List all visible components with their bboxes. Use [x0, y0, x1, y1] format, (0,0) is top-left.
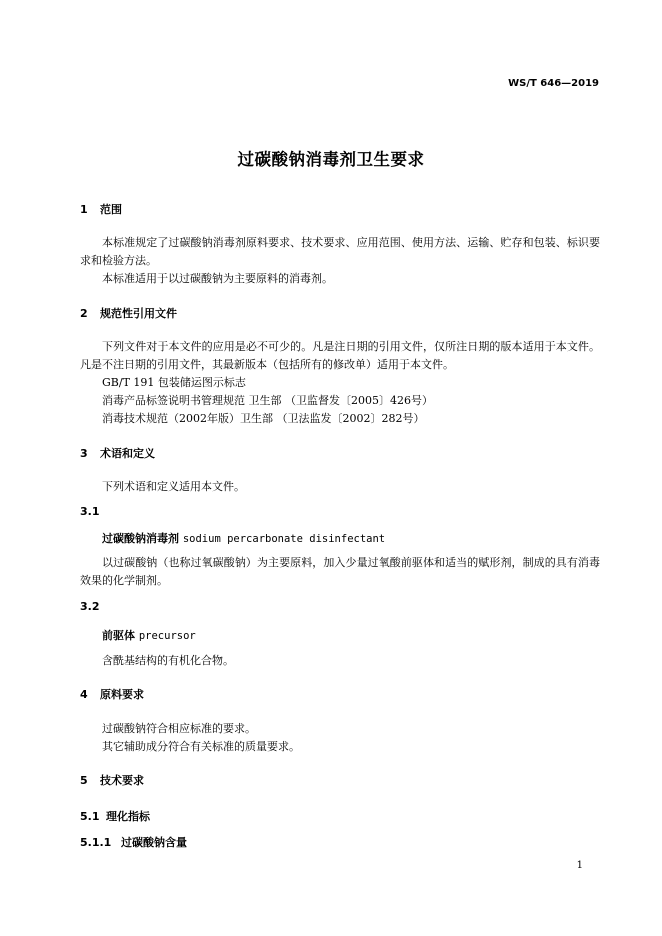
reference-item: GB/T 191 包装储运图示标志: [102, 376, 246, 389]
term-3-1-number: 3.1: [80, 505, 100, 518]
term-name-cn: 前驱体: [102, 629, 135, 642]
term-name-cn: 过碳酸钠消毒剂: [102, 532, 179, 545]
term-3-1-definition: 以过碳酸钠（也称过氧碳酸钠）为主要原料，加入少量过氧酸前驱体和适当的赋形剂，制成的具有消毒效果的化学制剂。: [80, 556, 600, 587]
section-5-heading: [80, 772, 144, 788]
section-4-paragraph-2: 其它辅助成分符合有关标准的质量要求。: [102, 740, 300, 753]
section-number: 3: [80, 447, 88, 460]
section-title: 原料要求: [100, 688, 144, 701]
section-title: 技术要求: [100, 774, 144, 787]
section-number: 5.1.1: [80, 836, 112, 849]
section-title: 过碳酸钠含量: [121, 836, 187, 849]
term-name-en: sodium percarbonate disinfectant: [182, 533, 386, 545]
term-3-2-number: 3.2: [80, 600, 100, 613]
reference-item: 消毒技术规范（2002年版）卫生部 （卫法监发〔2002〕282号）: [102, 412, 425, 425]
section-1-paragraph-1: 本标准规定了过碳酸钠消毒剂原料要求、技术要求、应用范围、使用方法、运输、贮存和包装、标识要求和检验方法。: [80, 236, 600, 267]
standard-code: WS/T 646—2019: [508, 78, 599, 89]
section-number: 5: [80, 774, 88, 787]
section-2-paragraph-1: 下列文件对于本文件的应用是必不可少的。凡是注日期的引用文件，仅所注日期的版本适用于本文件。凡是不注日期的引用文件，其最新版本（包括所有的修改单）适用于本文件。: [80, 340, 600, 371]
section-number: 1: [80, 203, 88, 216]
section-title: 理化指标: [106, 810, 150, 823]
document-title: 过碳酸钠消毒剂卫生要求: [237, 150, 425, 169]
section-3-heading: [80, 445, 155, 461]
section-5-1-heading: [80, 808, 150, 824]
term-3-1-name: [102, 530, 385, 546]
section-4-paragraph-1: 过碳酸钠符合相应标准的要求。: [102, 722, 256, 735]
term-3-2-name: [102, 627, 196, 643]
section-4-heading: [80, 686, 144, 702]
section-1-heading: [80, 201, 122, 217]
section-number: 2: [80, 307, 88, 320]
section-5-1-1-heading: [80, 834, 187, 850]
section-title: 规范性引用文件: [100, 307, 177, 320]
section-title: 范围: [100, 203, 122, 216]
section-number: 4: [80, 688, 88, 701]
term-3-2-definition: 含酰基结构的有机化合物。: [102, 654, 234, 667]
section-number: 5.1: [80, 810, 100, 823]
section-3-paragraph-1: 下列术语和定义适用本文件。: [102, 480, 245, 493]
section-1-paragraph-2: 本标准适用于以过碳酸钠为主要原料的消毒剂。: [102, 272, 333, 285]
section-2-heading: [80, 305, 177, 321]
page-number: 1: [576, 860, 583, 871]
reference-item: 消毒产品标签说明书管理规范 卫生部 （卫监督发〔2005〕426号）: [102, 394, 433, 407]
term-name-en: precursor: [138, 630, 196, 642]
section-title: 术语和定义: [100, 447, 155, 460]
